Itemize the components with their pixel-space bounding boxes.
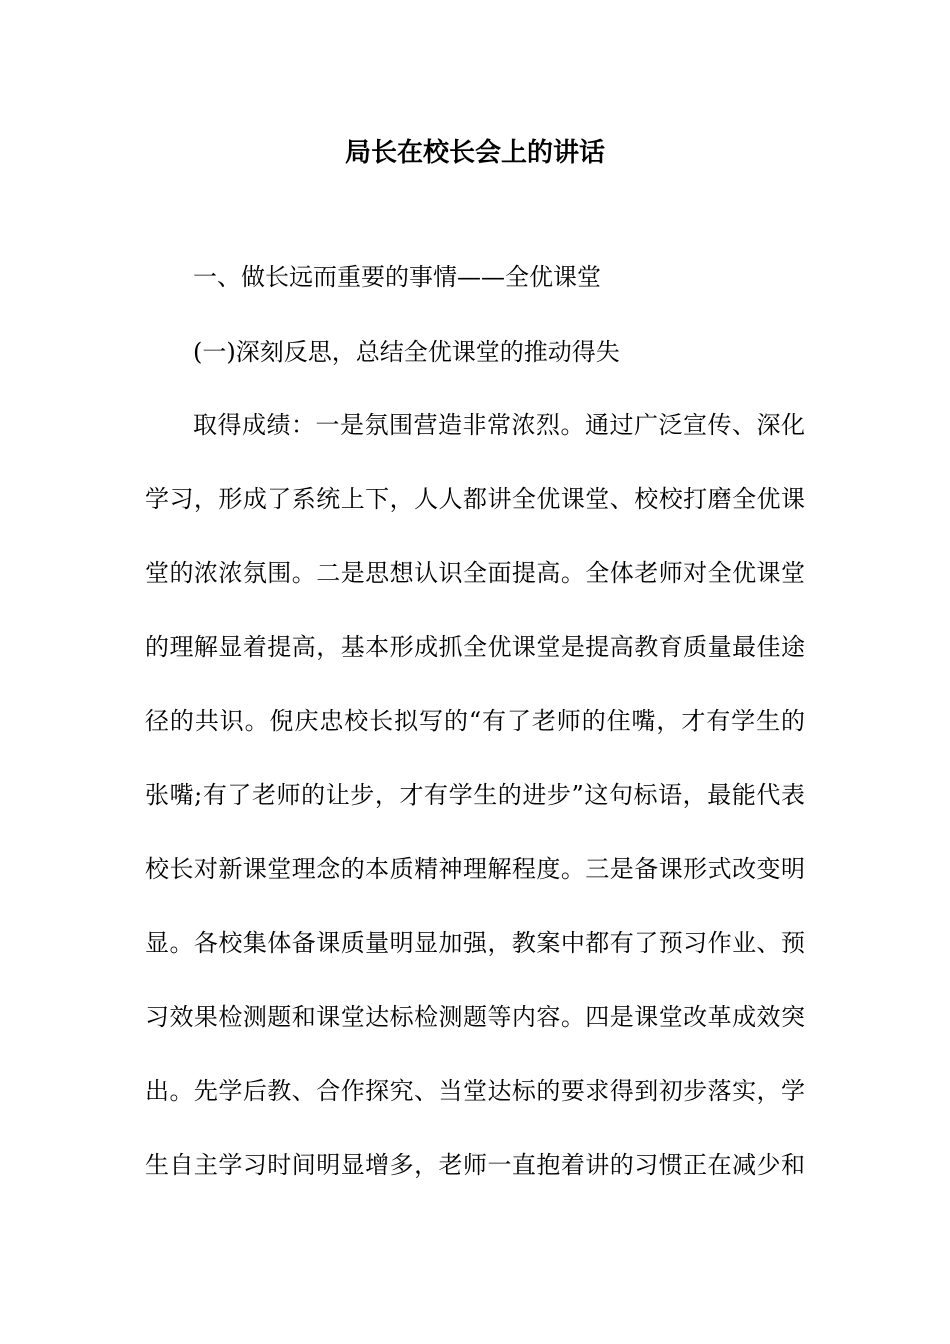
paragraph-line: 习效果检测题和课堂达标检测题等内容。四是课堂改革成效突 <box>145 1003 805 1031</box>
subsection-heading: (一)深刻反思，总结全优课堂的推动得失 <box>193 338 620 366</box>
paragraph-line: 的理解显着提高，基本形成抓全优课堂是提高教育质量最佳途 <box>145 633 805 661</box>
paragraph-line: 显。各校集体备课质量明显加强，教案中都有了预习作业、预 <box>145 929 805 957</box>
body-paragraph <box>145 405 805 1219</box>
paragraph-line: 径的共识。倪庆忠校长拟写的“有了老师的住嘴，才有学生的 <box>145 707 805 735</box>
paragraph-line: 出。先学后教、合作探究、当堂达标的要求得到初步落实，学 <box>145 1077 805 1105</box>
document-title: 局长在校长会上的讲话 <box>344 138 605 168</box>
paragraph-line: 生自主学习时间明显增多，老师一直抱着讲的习惯正在减少和 <box>145 1151 805 1179</box>
paragraph-line: 取得成绩：一是氛围营造非常浓烈。通过广泛宣传、深化 <box>193 411 805 439</box>
section-heading: 一、做长远而重要的事情——全优课堂 <box>193 263 601 291</box>
paragraph-line: 学习，形成了系统上下，人人都讲全优课堂、校校打磨全优课 <box>145 485 805 513</box>
paragraph-line: 张嘴;有了老师的让步，才有学生的进步”这句标语，最能代表 <box>145 781 805 809</box>
paragraph-line: 堂的浓浓氛围。二是思想认识全面提高。全体老师对全优课堂 <box>145 559 805 587</box>
paragraph-line: 校长对新课堂理念的本质精神理解程度。三是备课形式改变明 <box>145 855 805 883</box>
